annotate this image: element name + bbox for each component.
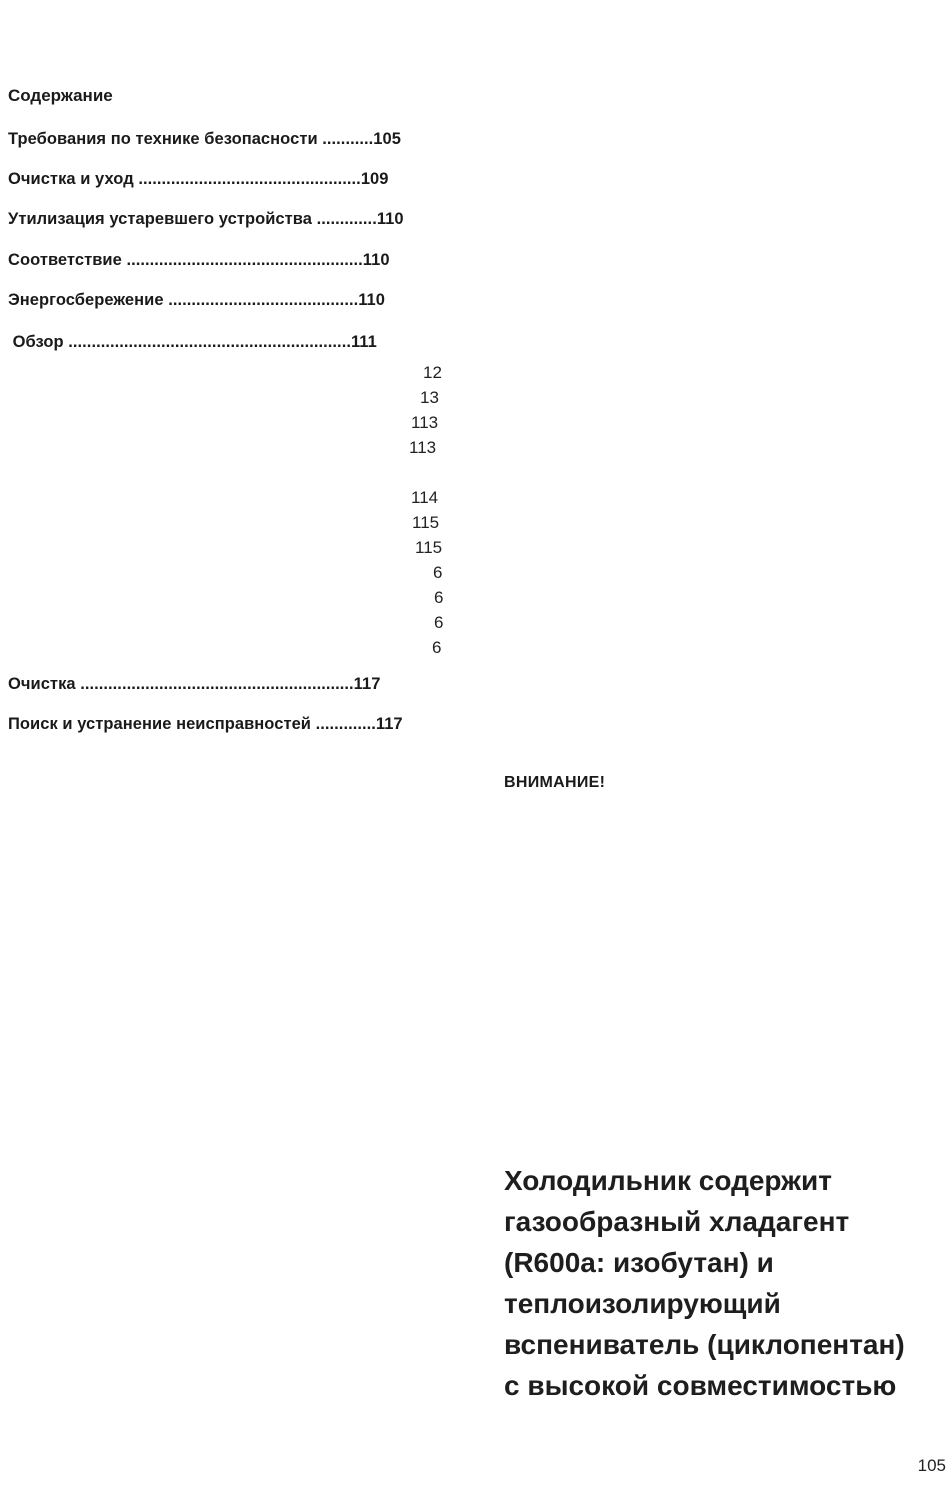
toc-entry-safety: Требования по технике безопасности ...........105	[8, 130, 401, 148]
toc-entry-overview: Обзор .............................................................111	[8, 333, 377, 351]
toc-page-number: 6	[433, 563, 443, 582]
toc-entry-cleaning: Очистка ...........................................................117	[8, 675, 381, 693]
toc-heading: Содержание	[8, 86, 113, 105]
toc-page-number: 13	[420, 388, 439, 407]
note-line: Холодильник содержит	[504, 1165, 832, 1196]
toc-entry-cleaning-care: Очистка и уход ................................................109	[8, 170, 389, 188]
toc-entry-energy-saving: Энергосбережение .........................................110	[8, 291, 385, 309]
note-line: газообразный хладагент	[504, 1206, 850, 1237]
warning-heading: ВНИМАНИЕ!	[504, 774, 606, 791]
toc-page-number: 113	[409, 438, 437, 457]
toc-entry-disposal: Утилизация устаревшего устройства .............110	[8, 210, 404, 228]
toc-page-number: 12	[423, 363, 442, 382]
toc-page-number: 6	[432, 638, 442, 657]
note-line: теплоизолирующий	[504, 1288, 781, 1319]
note-line: вспениватель (циклопентан)	[504, 1329, 905, 1360]
toc-page-number: 115	[415, 538, 443, 557]
toc-page-number: 114	[411, 488, 439, 507]
note-line: с высокой совместимостью	[504, 1370, 897, 1401]
refrigerant-note	[504, 1160, 944, 1406]
toc-page-number: 115	[412, 513, 440, 532]
toc-entry-compliance: Соответствие ...................................................110	[8, 251, 390, 269]
note-line: (R600a: изобутан) и	[504, 1247, 774, 1278]
toc-page-number: 113	[411, 413, 439, 432]
toc-page-number: 6	[434, 588, 444, 607]
toc-page-number: 6	[434, 613, 444, 632]
page-number: 105	[917, 1456, 946, 1475]
toc-entry-troubleshooting: Поиск и устранение неисправностей .............117	[8, 715, 403, 733]
